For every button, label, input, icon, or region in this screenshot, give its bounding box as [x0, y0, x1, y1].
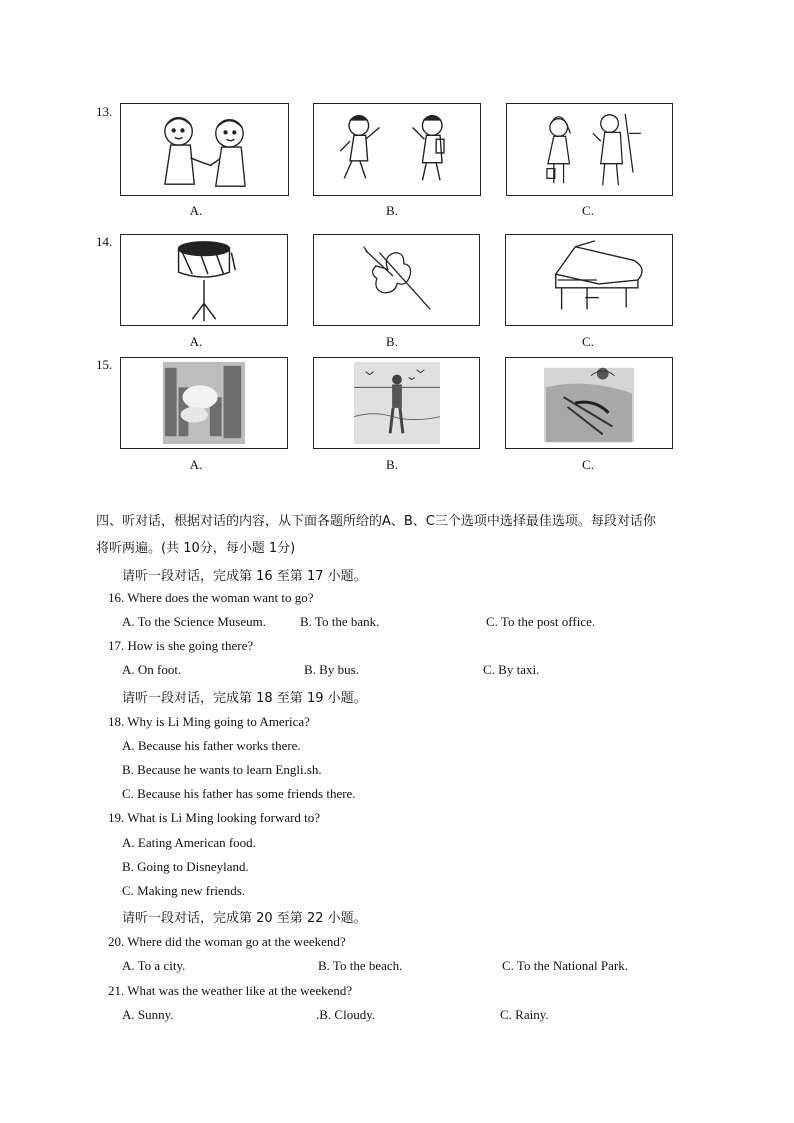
option-label-14c: C. — [582, 334, 594, 349]
beach-man-illustration — [314, 358, 479, 448]
question-number-13: 13. — [96, 104, 113, 119]
beach-chair-illustration — [506, 358, 672, 448]
option-label-15b: B. — [386, 457, 398, 472]
question-16-option-a: A. To the Science Museum. — [122, 614, 266, 629]
question-18-option-c: C. Because his father has some friends there. — [122, 786, 356, 801]
question-21-option-a: A. Sunny. — [122, 1007, 174, 1022]
image-violin — [313, 234, 480, 326]
option-label-13b: B. — [386, 203, 398, 218]
question-18-stem: 18. Why is Li Ming going to America? — [108, 714, 310, 729]
question-16-stem: 16. Where does the woman want to go? — [108, 590, 314, 605]
option-label-15a: A. — [189, 457, 203, 472]
question-19-stem: 19. What is Li Ming looking forward to? — [108, 810, 321, 825]
option-label-13c: C. — [582, 203, 594, 218]
image-drum — [120, 234, 288, 326]
city-photo-illustration — [121, 358, 287, 448]
girl-man-illustration — [507, 104, 672, 195]
question-20-option-c: C. To the National Park. — [502, 958, 628, 973]
image-city-buildings — [120, 357, 288, 449]
instruction-16-17: 请听一段对话，完成第 16 至第 17 小题。 — [122, 569, 367, 584]
question-21-option-c: C. Rainy. — [500, 1007, 549, 1022]
question-19-option-c: C. Making new friends. — [122, 883, 246, 898]
question-21-stem: 21. What was the weather like at the weekend? — [108, 983, 353, 998]
question-17-option-a: A. On foot. — [122, 662, 182, 677]
question-16-option-b: B. To the bank. — [300, 614, 380, 629]
image-man-relaxing-on-beach-chair — [505, 357, 673, 449]
drum-illustration — [121, 235, 287, 325]
shaking-hands-illustration — [121, 104, 288, 195]
question-18-option-a: A. Because his father works there. — [122, 738, 301, 753]
question-20-option-b: B. To the beach. — [318, 958, 403, 973]
piano-illustration — [506, 235, 672, 325]
question-number-14: 14. — [96, 234, 113, 249]
question-17-option-c: C. By taxi. — [483, 662, 540, 677]
option-label-14b: B. — [386, 334, 398, 349]
section-title-line2: 将听两遍。(共 10分，每小题 1分) — [96, 541, 296, 556]
question-19-option-a: A. Eating American food. — [122, 835, 256, 850]
waving-boys-illustration — [314, 104, 480, 195]
question-number-15: 15. — [96, 357, 113, 372]
section-title-line1: 四、听对话，根据对话的内容，从下面各题所给的A、B、C三个选项中选择最佳选项。每段对话你 — [96, 514, 656, 529]
image-man-at-beach-with-birds — [313, 357, 480, 449]
question-21-option-b: .B. Cloudy. — [316, 1007, 376, 1022]
image-girl-and-man-meeting — [506, 103, 673, 196]
image-piano — [505, 234, 673, 326]
question-20-option-a: A. To a city. — [122, 958, 186, 973]
question-17-stem: 17. How is she going there? — [108, 638, 254, 653]
image-two-boys-shaking-hands — [120, 103, 289, 196]
question-16-option-c: C. To the post office. — [486, 614, 596, 629]
option-label-14a: A. — [189, 334, 203, 349]
question-20-stem: 20. Where did the woman go at the weekend? — [108, 934, 346, 949]
violin-illustration — [314, 235, 479, 325]
image-two-boys-waving-greeting — [313, 103, 481, 196]
instruction-20-22: 请听一段对话，完成第 20 至第 22 小题。 — [122, 911, 367, 926]
instruction-18-19: 请听一段对话，完成第 18 至第 19 小题。 — [122, 691, 367, 706]
option-label-13a: A. — [189, 203, 203, 218]
option-label-15c: C. — [582, 457, 594, 472]
question-18-option-b: B. Because he wants to learn Engli.sh. — [122, 762, 322, 777]
question-17-option-b: B. By bus. — [304, 662, 359, 677]
question-19-option-b: B. Going to Disneyland. — [122, 859, 249, 874]
